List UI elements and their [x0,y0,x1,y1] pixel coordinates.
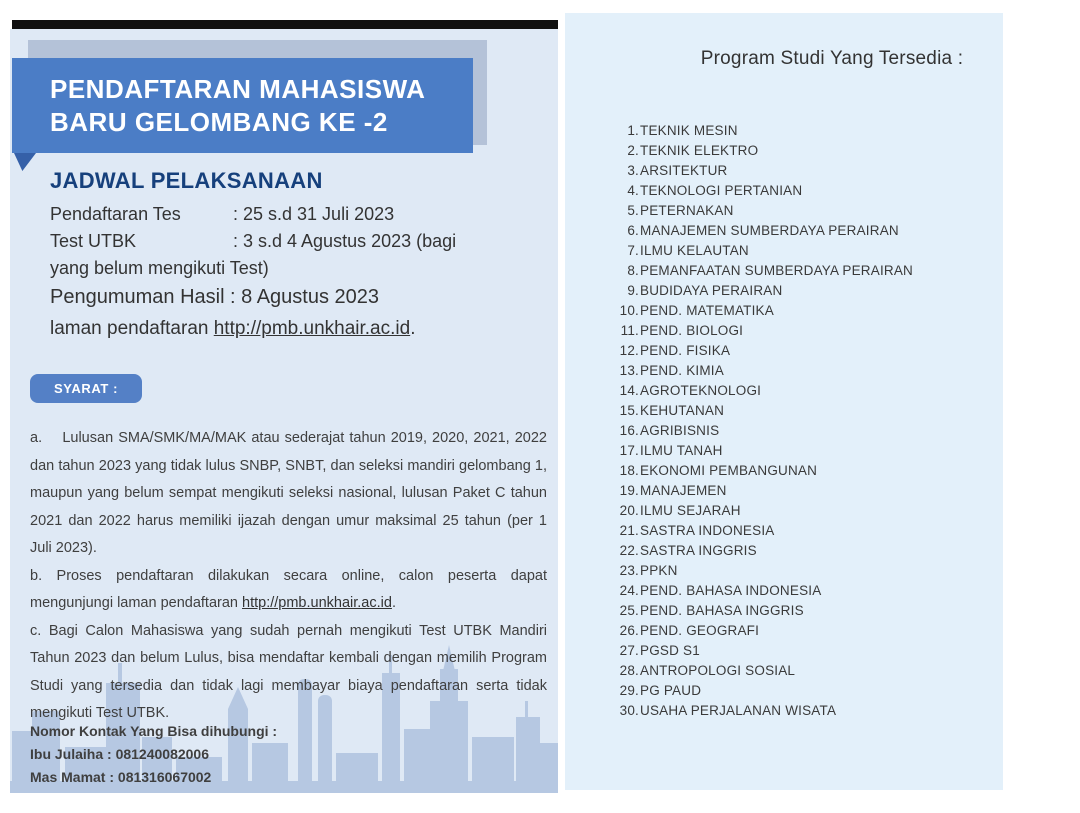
term-b-url-link[interactable]: http://pmb.unkhair.ac.id [242,595,392,611]
term-b-text: b. Proses pendaftaran dilakukan secara online, calon peserta dapat mengunjungi laman pendaftaran [30,567,547,611]
program-name: PEND. BAHASA INGGRIS [640,603,804,618]
program-name: PGSD S1 [640,643,700,658]
program-number: 13. [619,363,639,378]
program-list-item [615,561,1003,581]
program-number: 25. [619,603,639,618]
program-list-item [615,641,1003,661]
program-name: ANTROPOLOGI SOSIAL [640,663,796,678]
program-number: 18. [619,463,639,478]
poster-title-box [12,58,473,153]
program-list-item [615,201,1003,221]
program-list-item [615,181,1003,201]
program-number: 12. [619,343,639,358]
poster-title-line2: BARU GELOMBANG KE -2 [50,106,388,137]
program-list-item [615,401,1003,421]
program-list-item [615,301,1003,321]
program-list-item [615,241,1003,261]
program-name: PETERNAKAN [640,203,734,218]
program-name: PEND. FISIKA [640,343,731,358]
registration-page-prefix: laman pendaftaran [50,318,214,339]
schedule-label: Pendaftaran Tes [50,204,181,224]
program-name: ILMU KELAUTAN [640,243,749,258]
program-list-item [615,601,1003,621]
program-name: ARSITEKTUR [640,163,728,178]
schedule-row-utbk [50,228,550,255]
program-name: PG PAUD [640,683,702,698]
programs-panel [565,13,1003,790]
program-number: 20. [619,503,639,518]
contact-heading: Nomor Kontak Yang Bisa dihubungi : [30,723,278,739]
program-number: 27. [619,643,639,658]
program-list-item [615,221,1003,241]
top-black-bar [12,20,558,29]
program-number: 16. [619,423,639,438]
program-list-item [615,421,1003,441]
program-list-item [615,281,1003,301]
schedule-row-pengumuman [50,282,550,313]
schedule-label: Pengumuman Hasil [50,286,225,308]
term-a: a. Lulusan SMA/SMK/MA/MAK atau sederajat tahun 2019, 2020, 2021, 2022 dan tahun 2023 yang tidak lulus SNBP, SNBT, dan seleksi mandiri gelombang 1, maupun yang belum sempat mengikuti seleksi nasional, lulusan Paket C tahun 2021 dan 2022 harus memiliki ijazah dengan umur maksimal 25 tahun (per 1 Juli 2023). [30,430,547,556]
program-list-item [615,121,1003,141]
program-name: PPKN [640,563,678,578]
program-name: SASTRA INDONESIA [640,523,775,538]
program-number: 10. [619,303,639,318]
program-name: USAHA PERJALANAN WISATA [640,703,837,718]
program-list-item [615,441,1003,461]
program-list-item [615,361,1003,381]
contact-section [30,720,277,789]
program-number: 23. [619,563,639,578]
program-number: 4. [627,183,639,198]
program-name: PEND. MATEMATIKA [640,303,774,318]
program-list-item [615,581,1003,601]
program-number: 22. [619,543,639,558]
program-number: 15. [619,403,639,418]
program-list-item [615,481,1003,501]
program-number: 11. [620,323,639,338]
program-list-item [615,521,1003,541]
program-list-item [615,681,1003,701]
program-name: ILMU SEJARAH [640,503,741,518]
program-number: 6. [627,223,639,238]
program-name: SASTRA INGGRIS [640,543,757,558]
program-name: PEND. KIMIA [640,363,724,378]
program-name: MANAJEMEN SUMBERDAYA PERAIRAN [640,223,899,238]
program-number: 14. [619,383,639,398]
program-list-item [615,701,1003,721]
program-number: 3. [627,163,639,178]
schedule-row-pendaftaran [50,201,550,228]
contact-line-mamat: Mas Mamat : 081316067002 [30,769,212,785]
program-number: 26. [619,623,639,638]
program-name: PEMANFAATAN SUMBERDAYA PERAIRAN [640,263,914,278]
program-list-item [615,261,1003,281]
title-speech-tail [14,153,36,171]
program-list-item [615,321,1003,341]
program-list-item [615,461,1003,481]
program-name: BUDIDAYA PERAIRAN [640,283,783,298]
schedule-label: Test UTBK [50,231,137,251]
program-name: ILMU TANAH [640,443,723,458]
program-number: 9. [627,283,639,298]
schedule-value: : 8 Agustus 2023 [230,286,380,308]
registration-page-suffix: . [410,318,416,339]
program-name: TEKNOLOGI PERTANIAN [640,183,803,198]
schedule-value: : 25 s.d 31 Juli 2023 [233,204,395,224]
program-name: PEND. BAHASA INDONESIA [640,583,822,598]
program-number: 30. [619,703,639,718]
program-number: 29. [619,683,639,698]
program-number: 24. [619,583,639,598]
program-number: 19. [619,483,639,498]
program-number: 1. [627,123,639,138]
program-name: AGROTEKNOLOGI [640,383,762,398]
program-list-item [615,501,1003,521]
programs-heading: Program Studi Yang Tersedia : [700,48,964,69]
program-number: 7. [627,243,639,258]
program-name: AGRIBISNIS [640,423,720,438]
program-name: TEKNIK MESIN [640,123,738,138]
program-name: PEND. BIOLOGI [640,323,744,338]
program-list-item [615,621,1003,641]
program-name: KEHUTANAN [640,403,725,418]
registration-panel [10,29,558,793]
schedule-section [50,168,550,344]
registration-page-line [50,313,550,344]
schedule-heading: JADWAL PELAKSANAAN [50,168,323,193]
program-list-item [615,341,1003,361]
poster-title-line1: PENDAFTARAN MAHASISWA [50,73,426,104]
program-number: 2. [627,143,639,158]
program-number: 21. [619,523,639,538]
schedule-value: : 3 s.d 4 Agustus 2023 (bagi [233,231,457,251]
program-number: 5. [627,203,639,218]
program-list-item [615,381,1003,401]
program-number: 17. [619,443,639,458]
program-list-item [615,141,1003,161]
terms-section [30,425,547,728]
program-list-item [615,661,1003,681]
syarat-badge-button: SYARAT : [30,374,142,403]
program-list-item [615,541,1003,561]
program-name: TEKNIK ELEKTRO [640,143,759,158]
program-list-item [615,161,1003,181]
program-name: PEND. GEOGRAFI [640,623,760,638]
program-name: MANAJEMEN [640,483,727,498]
term-b [30,563,547,618]
term-c: c. Bagi Calon Mahasiswa yang sudah pernah mengikuti Test UTBK Mandiri Tahun 2023 dan belum Lulus, bisa mendaftar kembali dengan memilih Program Studi yang tersedia dan tidak lagi membayar biaya pendaftaran serta tidak mengikuti Test UTBK. [30,622,547,721]
program-name: EKONOMI PEMBANGUNAN [640,463,818,478]
contact-line-julaiha: Ibu Julaiha : 081240082006 [30,746,209,762]
schedule-row-utbk-continued: yang belum mengikuti Test) [50,258,269,278]
program-number: 28. [619,663,639,678]
registration-url-link[interactable]: http://pmb.unkhair.ac.id [213,318,411,339]
program-number: 8. [627,263,639,278]
programs-list [615,121,1003,721]
term-b-period: . [391,595,396,611]
